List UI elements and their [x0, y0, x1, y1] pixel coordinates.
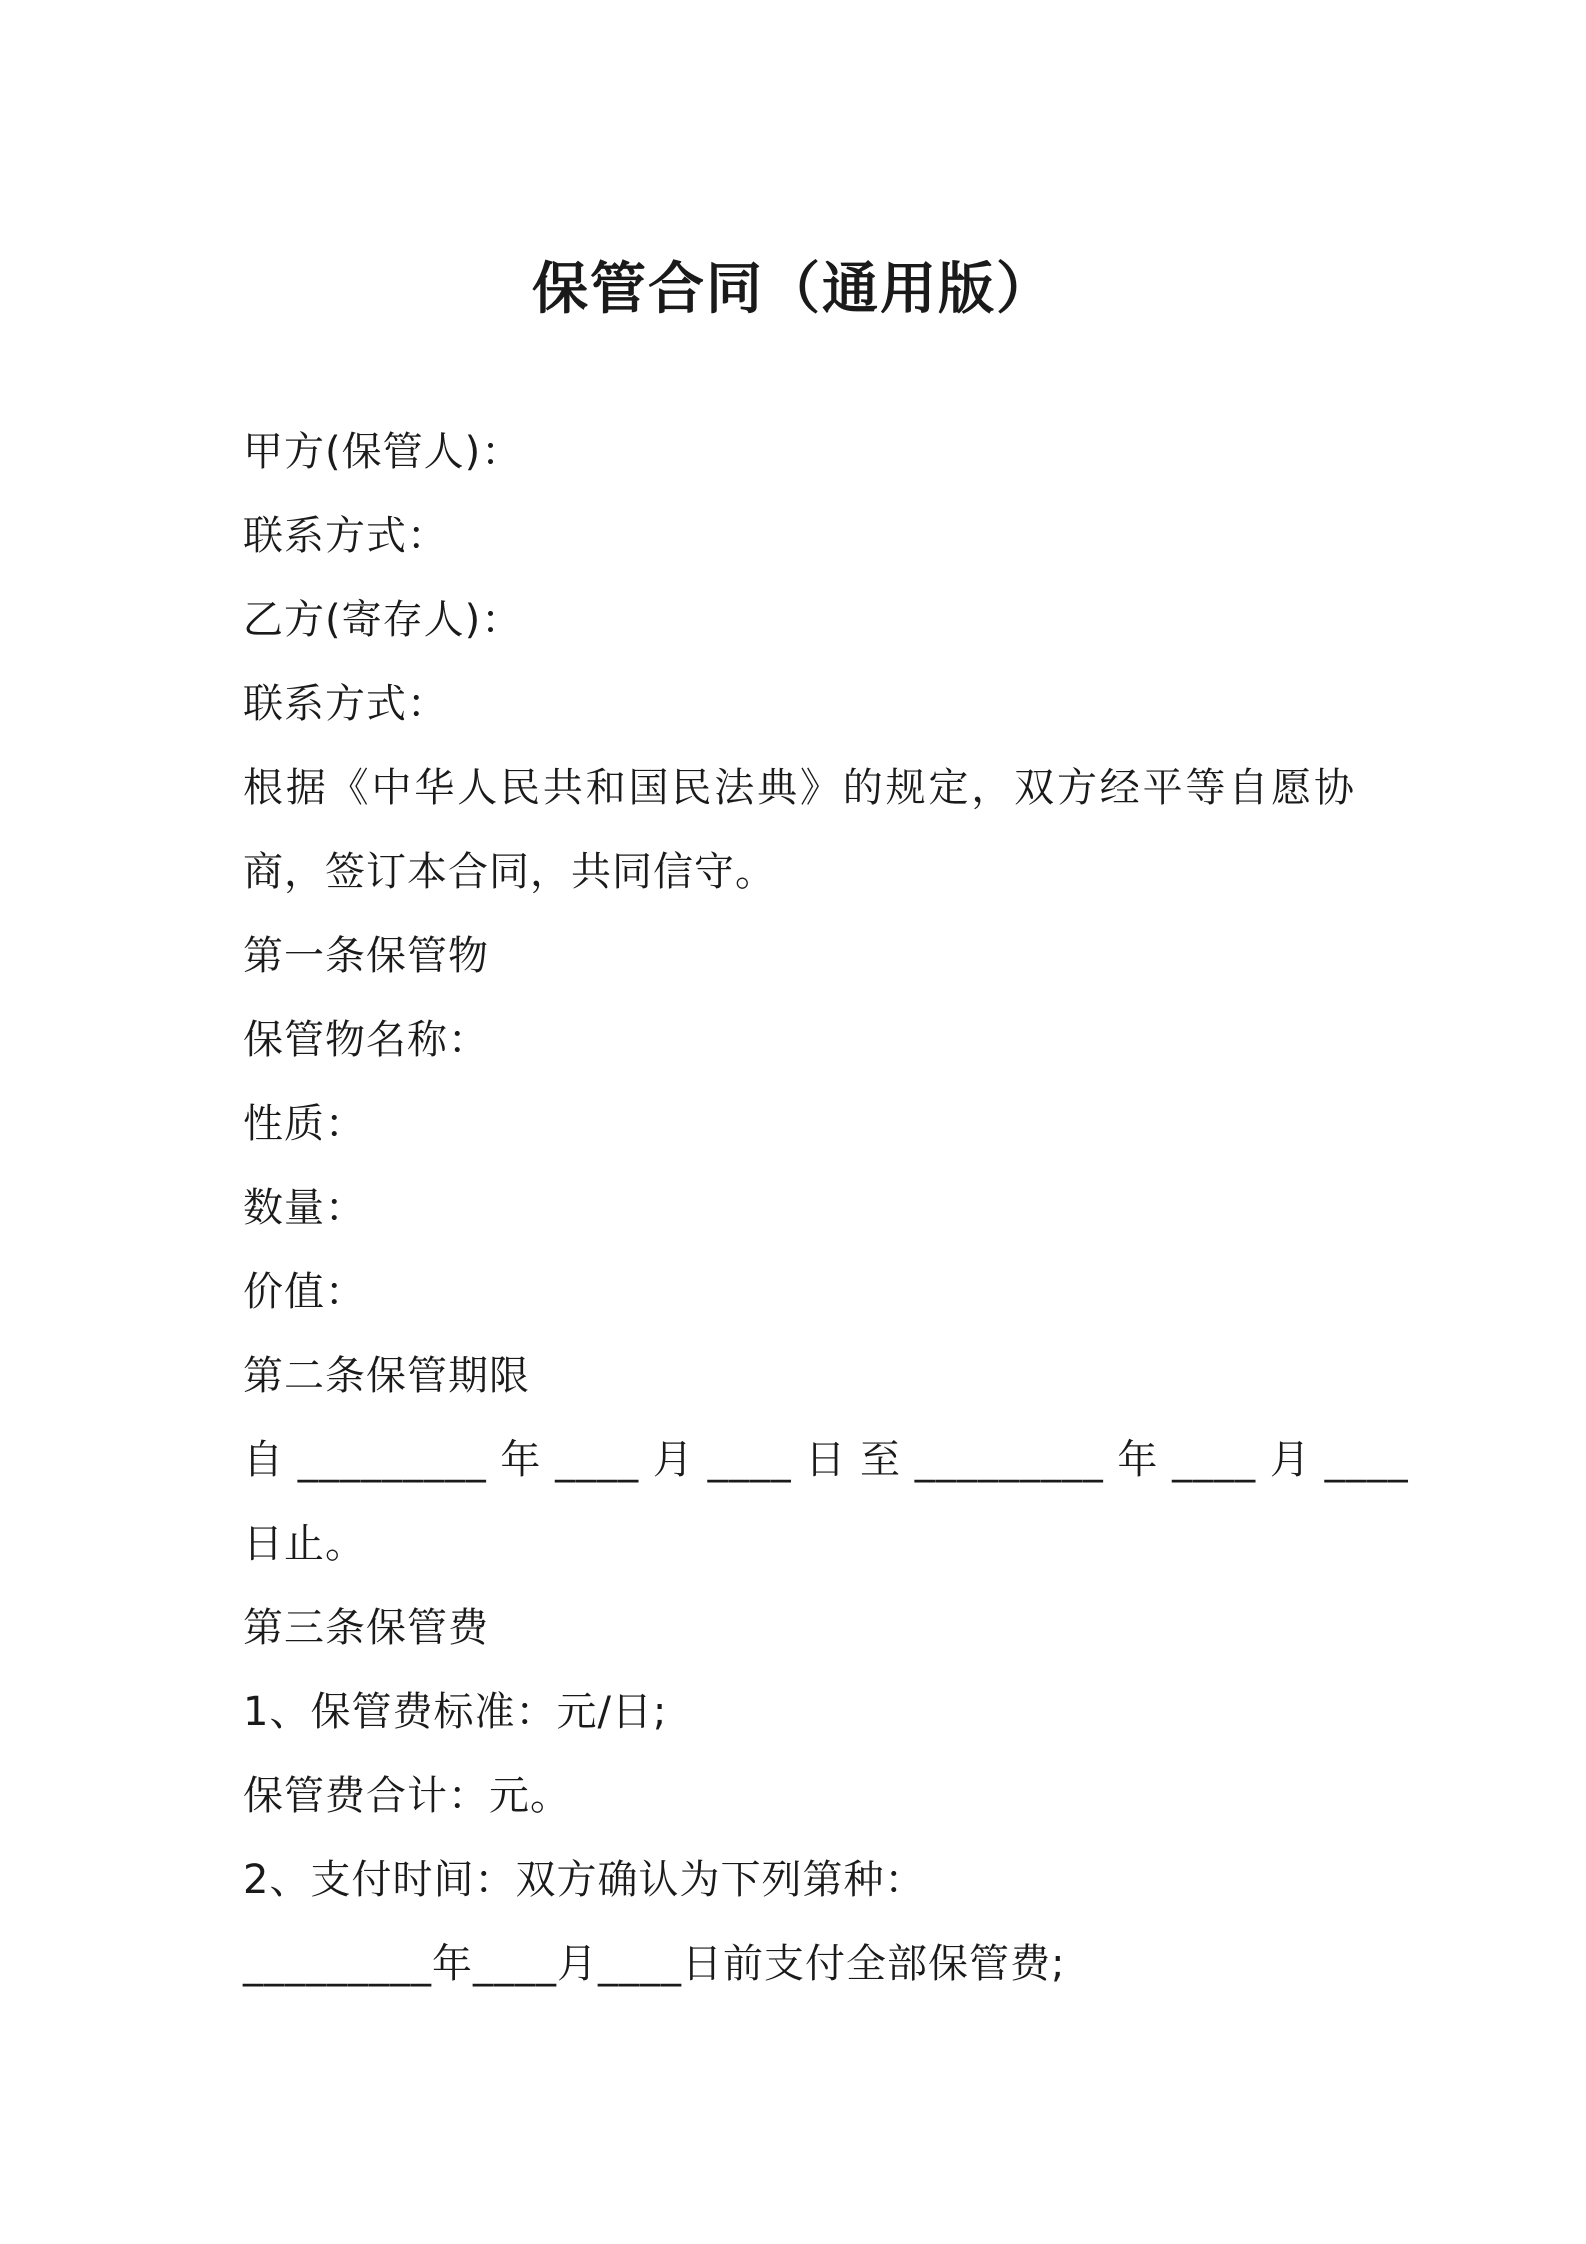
document-body — [243, 410, 1409, 2006]
term-period-line-1: 自 _________ 年 ____ 月 ____ 日 至 _________ 年 ____ 月 ____ — [243, 1437, 1409, 1483]
party-b-contact-line: 联系方式： — [243, 681, 448, 727]
article-1-heading: 第一条保管物 — [243, 933, 489, 979]
item-name-line: 保管物名称： — [243, 1017, 489, 1063]
article-3-heading: 第三条保管费 — [243, 1605, 489, 1651]
party-b-line: 乙方(寄存人)： — [243, 597, 523, 643]
item-quantity-line: 数量： — [243, 1185, 366, 1231]
party-a-contact-line: 联系方式： — [243, 513, 448, 559]
article-2-heading: 第二条保管期限 — [243, 1353, 530, 1399]
item-nature-line: 性质： — [243, 1101, 366, 1147]
preamble-line-2: 商，签订本合同，共同信守。 — [243, 849, 776, 895]
preamble-line-1: 根据《中华人民共和国民法典》的规定，双方经平等自愿协 — [243, 765, 1355, 811]
party-a-line: 甲方(保管人)： — [243, 429, 523, 475]
fee-total-line: 保管费合计：元。 — [243, 1773, 571, 1819]
term-period-line-2: 日止。 — [243, 1521, 366, 1567]
document-title: 保管合同（通用版） — [532, 257, 1054, 322]
payment-time-line: 2、支付时间：双方确认为下列第种： — [243, 1857, 926, 1903]
payment-deadline-line: _________年____月____日前支付全部保管费; — [243, 1941, 1066, 1987]
item-value-line: 价值： — [243, 1269, 366, 1315]
fee-standard-line: 1、保管费标准：元/日; — [243, 1689, 668, 1735]
